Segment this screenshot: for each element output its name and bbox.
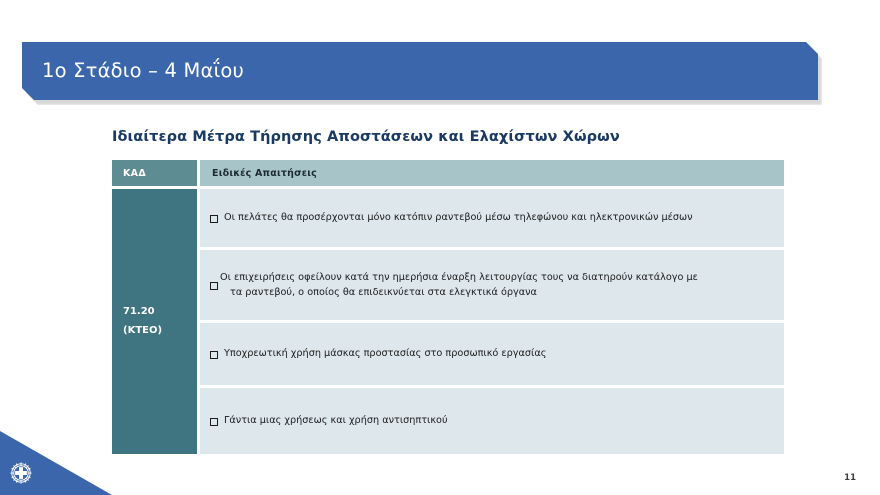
section-heading: Ιδιαίτερα Μέτρα Τήρησης Αποστάσεων και Ελαχίστων Χώρων — [112, 129, 620, 145]
requirement-item — [200, 385, 784, 454]
kad-code: 71.20 — [123, 306, 155, 317]
requirement-item — [200, 320, 784, 385]
slide-title-banner — [22, 42, 818, 100]
requirement-text — [220, 270, 770, 300]
slide-title: 1ο Στάδιο – 4 Μαΐου — [42, 59, 244, 82]
table-body-row — [112, 186, 784, 454]
requirement-text — [224, 346, 770, 361]
requirement-item — [200, 247, 784, 320]
checkbox-bullet-icon — [210, 418, 218, 426]
requirement-line: Υποχρεωτική χρήση μάσκας προστασίας στο προσωπικό εργασίας — [224, 348, 547, 360]
requirement-line: Οι πελάτες θα προσέρχονται μόνο κατόπιν ραντεβού μέσω τηλεφώνου και ηλεκτρονικών μέσων — [224, 212, 693, 224]
table — [112, 160, 784, 454]
requirement-item — [200, 189, 784, 247]
requirement-text — [224, 210, 770, 225]
requirement-line: Οι επιχειρήσεις οφείλουν κατά την ημερήσια έναρξη λειτουργίας τους να διατηρούν κατάλογο με — [220, 271, 698, 283]
requirements-cell — [197, 186, 784, 454]
requirement-line: τα ραντεβού, ο οποίος θα επιδεικνύεται στα ελεγκτικά όργανα — [230, 287, 537, 298]
kad-name: (ΚΤΕΟ) — [123, 324, 163, 336]
greek-republic-coat-of-arms-icon — [7, 459, 35, 487]
requirement-line: Γάντια μιας χρήσεως και χρήση αντισηπτικού — [224, 415, 448, 427]
requirements-table — [112, 160, 784, 454]
requirement-text — [224, 413, 770, 428]
column-header-kad: ΚΑΔ — [112, 160, 197, 186]
column-header-requirements: Ειδικές Απαιτήσεις — [197, 160, 784, 186]
checkbox-bullet-icon — [210, 351, 218, 359]
page-number: 11 — [844, 473, 856, 483]
checkbox-bullet-icon — [210, 215, 218, 223]
kad-cell — [112, 186, 197, 454]
table-header-row — [112, 160, 784, 186]
checkbox-bullet-icon — [210, 282, 218, 290]
